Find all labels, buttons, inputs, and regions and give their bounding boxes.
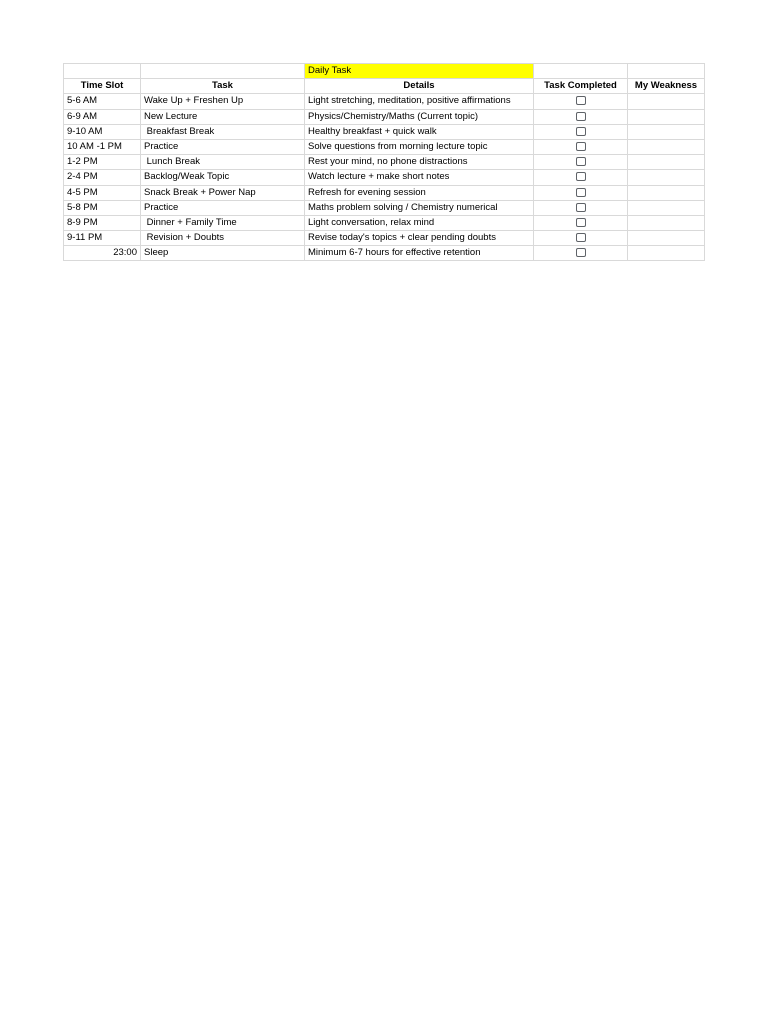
empty-cell[interactable]	[141, 64, 305, 79]
task-cell[interactable]: New Lecture	[141, 109, 305, 124]
my-weakness-cell[interactable]	[628, 139, 705, 154]
empty-cell[interactable]	[64, 64, 141, 79]
table-row	[64, 124, 705, 139]
task-completed-checkbox[interactable]	[576, 112, 586, 121]
time-slot-cell[interactable]: 8-9 PM	[64, 215, 141, 230]
task-cell[interactable]: Breakfast Break	[141, 124, 305, 139]
my-weakness-cell[interactable]	[628, 215, 705, 230]
my-weakness-cell[interactable]	[628, 200, 705, 215]
task-completed-checkbox[interactable]	[576, 96, 586, 105]
time-slot-cell[interactable]: 5-6 AM	[64, 94, 141, 109]
task-completed-checkbox[interactable]	[576, 142, 586, 151]
task-cell[interactable]: Practice	[141, 139, 305, 154]
my-weakness-cell[interactable]	[628, 155, 705, 170]
details-cell[interactable]: Physics/Chemistry/Maths (Current topic)	[305, 109, 534, 124]
time-slot-cell[interactable]: 2-4 PM	[64, 170, 141, 185]
task-cell[interactable]: Practice	[141, 200, 305, 215]
header-task-completed[interactable]: Task Completed	[534, 79, 628, 94]
my-weakness-cell[interactable]	[628, 94, 705, 109]
task-cell[interactable]: Sleep	[141, 246, 305, 261]
table-row	[64, 185, 705, 200]
header-row	[64, 79, 705, 94]
task-completed-checkbox[interactable]	[576, 127, 586, 136]
task-completed-cell[interactable]	[534, 109, 628, 124]
details-cell[interactable]: Refresh for evening session	[305, 185, 534, 200]
time-slot-cell[interactable]: 6-9 AM	[64, 109, 141, 124]
details-cell[interactable]: Revise today's topics + clear pending doubts	[305, 231, 534, 246]
banner-row	[64, 64, 705, 79]
task-completed-cell[interactable]	[534, 124, 628, 139]
task-completed-cell[interactable]	[534, 231, 628, 246]
task-cell[interactable]: Snack Break + Power Nap	[141, 185, 305, 200]
my-weakness-cell[interactable]	[628, 185, 705, 200]
task-cell[interactable]: Dinner + Family Time	[141, 215, 305, 230]
empty-cell[interactable]	[534, 64, 628, 79]
time-slot-cell[interactable]: 1-2 PM	[64, 155, 141, 170]
table-row	[64, 109, 705, 124]
task-completed-cell[interactable]	[534, 139, 628, 154]
my-weakness-cell[interactable]	[628, 109, 705, 124]
task-cell[interactable]: Backlog/Weak Topic	[141, 170, 305, 185]
my-weakness-cell[interactable]	[628, 231, 705, 246]
task-completed-cell[interactable]	[534, 215, 628, 230]
task-cell[interactable]: Revision + Doubts	[141, 231, 305, 246]
time-slot-cell[interactable]: 9-11 PM	[64, 231, 141, 246]
task-completed-checkbox[interactable]	[576, 203, 586, 212]
time-slot-cell[interactable]: 4-5 PM	[64, 185, 141, 200]
task-completed-checkbox[interactable]	[576, 248, 586, 257]
task-completed-cell[interactable]	[534, 170, 628, 185]
task-cell[interactable]: Lunch Break	[141, 155, 305, 170]
task-completed-checkbox[interactable]	[576, 157, 586, 166]
task-completed-checkbox[interactable]	[576, 172, 586, 181]
task-completed-cell[interactable]	[534, 200, 628, 215]
details-cell[interactable]: Maths problem solving / Chemistry numerical	[305, 200, 534, 215]
header-my-weakness[interactable]: My Weakness	[628, 79, 705, 94]
task-completed-checkbox[interactable]	[576, 218, 586, 227]
table-row	[64, 155, 705, 170]
details-cell[interactable]: Solve questions from morning lecture topic	[305, 139, 534, 154]
details-cell[interactable]: Rest your mind, no phone distractions	[305, 155, 534, 170]
details-cell[interactable]: Light conversation, relax mind	[305, 215, 534, 230]
task-completed-cell[interactable]	[534, 246, 628, 261]
task-completed-checkbox[interactable]	[576, 233, 586, 242]
task-cell[interactable]: Wake Up + Freshen Up	[141, 94, 305, 109]
table-row	[64, 246, 705, 261]
time-slot-cell[interactable]: 23:00	[64, 246, 141, 261]
table-row	[64, 200, 705, 215]
table-row	[64, 170, 705, 185]
details-cell[interactable]: Minimum 6-7 hours for effective retention	[305, 246, 534, 261]
table-row	[64, 94, 705, 109]
daily-task-table	[63, 63, 705, 261]
table-row	[64, 215, 705, 230]
header-time-slot[interactable]: Time Slot	[64, 79, 141, 94]
details-cell[interactable]: Watch lecture + make short notes	[305, 170, 534, 185]
task-completed-cell[interactable]	[534, 155, 628, 170]
empty-cell[interactable]	[628, 64, 705, 79]
task-completed-cell[interactable]	[534, 94, 628, 109]
my-weakness-cell[interactable]	[628, 246, 705, 261]
task-completed-checkbox[interactable]	[576, 188, 586, 197]
my-weakness-cell[interactable]	[628, 170, 705, 185]
time-slot-cell[interactable]: 5-8 PM	[64, 200, 141, 215]
daily-task-banner[interactable]: Daily Task	[305, 64, 534, 79]
table-row	[64, 231, 705, 246]
time-slot-cell[interactable]: 10 AM -1 PM	[64, 139, 141, 154]
details-cell[interactable]: Healthy breakfast + quick walk	[305, 124, 534, 139]
time-slot-cell[interactable]: 9-10 AM	[64, 124, 141, 139]
details-cell[interactable]: Light stretching, meditation, positive affirmations	[305, 94, 534, 109]
header-task[interactable]: Task	[141, 79, 305, 94]
my-weakness-cell[interactable]	[628, 124, 705, 139]
header-details[interactable]: Details	[305, 79, 534, 94]
table-row	[64, 139, 705, 154]
task-completed-cell[interactable]	[534, 185, 628, 200]
